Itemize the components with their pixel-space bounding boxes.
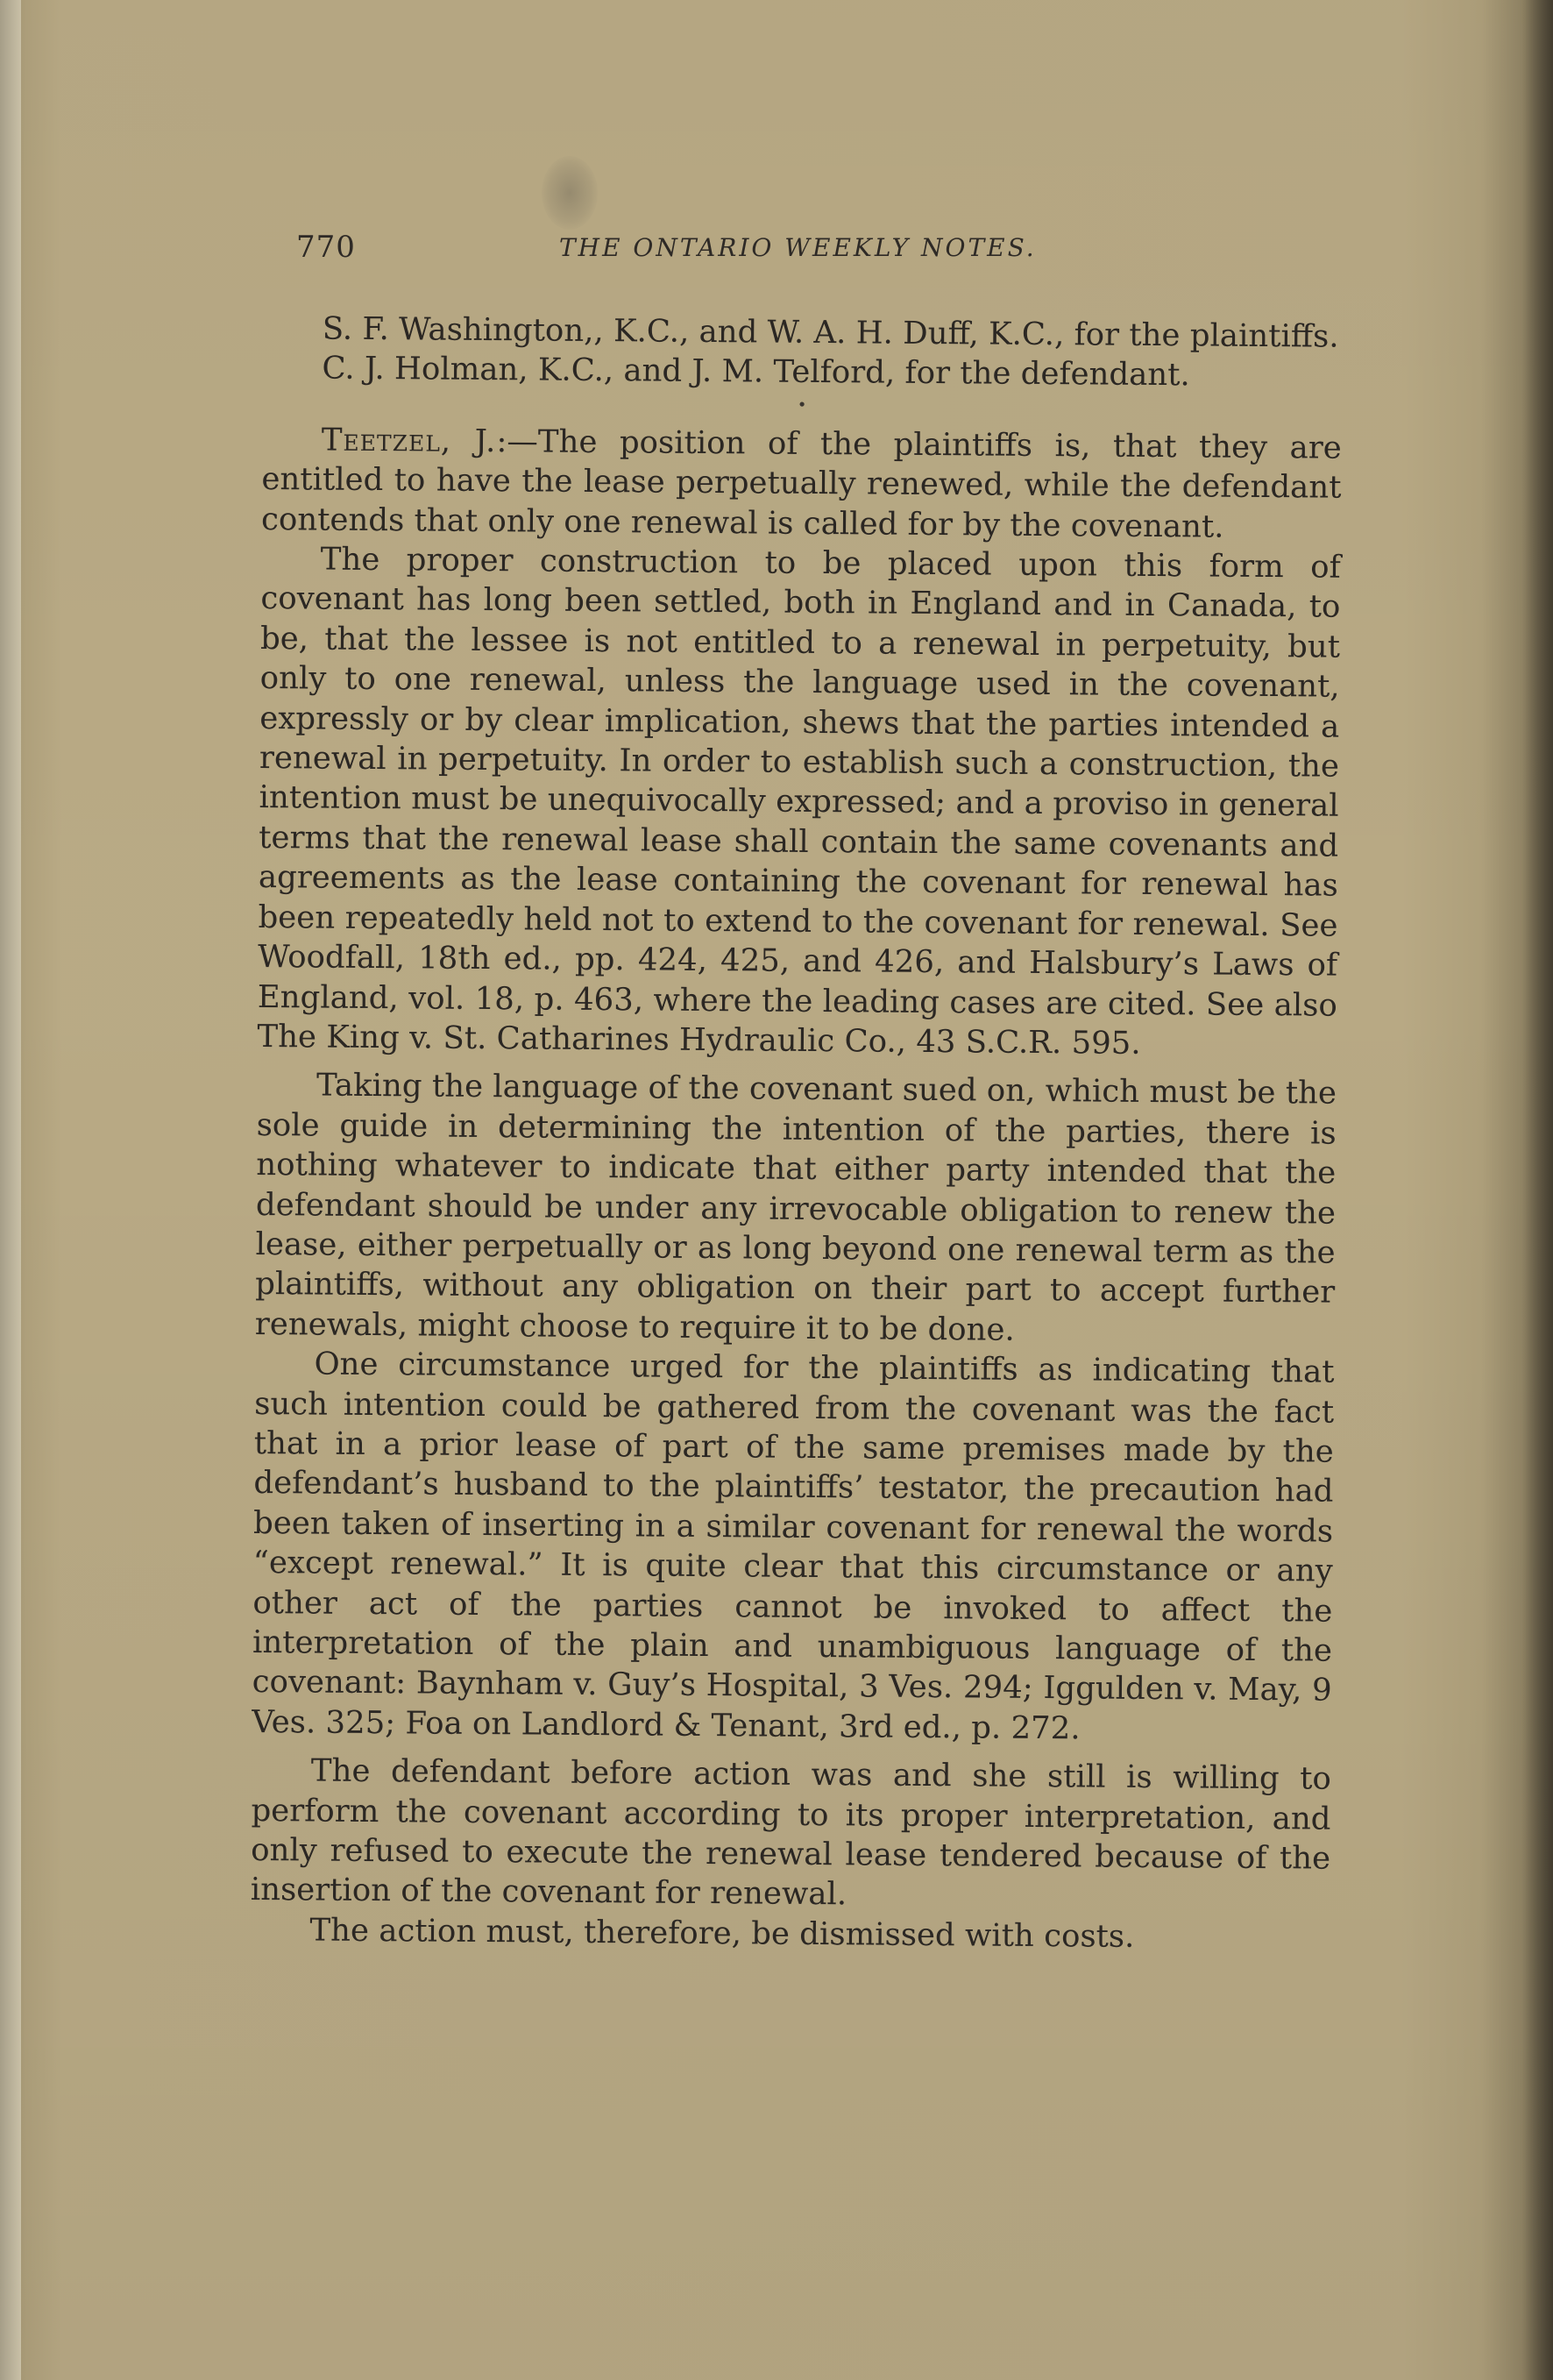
paragraph-circumstance: One circumstance urged for the plaintiffs as indicating that such intention could be gathered from the covenant was the fact that in a prior lease of part of the same premises made by the defendant’s husband to the plaintiffs’ testator, the precaution had been taken of inserting in a similar covenant for renewal the words “except renewal.” It is quite clear that this circumstance or any other act of the parties cannot be invoked to affect the interpretation of the plain and unambiguous language of the covenant: Baynham v. Guy’s Hospital, 3 Ves. 294; Iggulden v. May, 9 Ves. 325; Foa on Landlord & Tenant, 3rd ed., p. 272. (252, 1346, 1335, 1747)
page-binding-shadow (0, 0, 21, 2380)
page-edge-shadow (1521, 0, 1553, 2380)
paragraph-construction: The proper construction to be placed upon this form of covenant has long been settled, both in England and in Canada, to be, that the lessee is not entitled to a renewal in perpetuity, but only to one renewal, unless the language used in the covenant, expressly or by clear implication, shews that the parties intended a renewal in perpetuity. In order to establish such a construction, the intention must be unequivocally expressed; and a proviso in general terms that the renewal lease shall contain the same covenants and agreements as the lease containing the covenant for renewal has been repeatedly held not to extend to the covenant for renewal. See Woodfall, 18th ed., pp. 424, 425, and 426, and Halsbury’s Laws of England, vol. 18, p. 463, where the leading cases are cited. See also The King v. St. Catharines Hydraulic Co., 43 S.C.R. 595. (257, 541, 1341, 1062)
paragraph-covenant-language: Taking the language of the covenant sued on, which must be the sole guide in determining the intention of the parties, there is nothing whatever to indicate that either party intended that the defendant should be under any irrevocable obligation to renew the lease, either perpetually or as long beyond one renewal term as the plaintiffs, without any obligation on their part to accept further renewals, might choose to require it to be done. (254, 1067, 1337, 1348)
counsel-plaintiffs: S. F. Washington,, K.C., and W. A. H. Duff, K.C., for the plaintiffs. (322, 310, 1339, 355)
section-ornament: • (797, 395, 807, 415)
paragraph-defendant-willing: The defendant before action was and she still is willing to perform the covenant according to its proper interpretation, and only refused to execute the renewal lease tendered because of the insertion of the covenant for renewal. (250, 1752, 1332, 1913)
judgment-opening-paragraph (261, 420, 1342, 548)
judgment-body (250, 309, 1343, 1958)
judgment-opening-text: :—The position of the plaintiffs is, that they are entitled to have the lease perpetually renewed, while the defendant contends that only one renewal is called for by the covenant. (260, 423, 1342, 545)
page-number: 770 (296, 230, 356, 265)
running-head: THE ONTARIO WEEKLY NOTES. (559, 233, 1037, 262)
page-header (296, 230, 1348, 268)
paragraph-conclusion: The action must, therefore, be dismissed with costs. (309, 1912, 1135, 1955)
judge-name: Teetzel, J. (321, 422, 497, 459)
counsel-defendant: C. J. Holman, K.C., and J. M. Telford, for the defendant. (322, 350, 1190, 394)
paper-stain (542, 156, 598, 230)
